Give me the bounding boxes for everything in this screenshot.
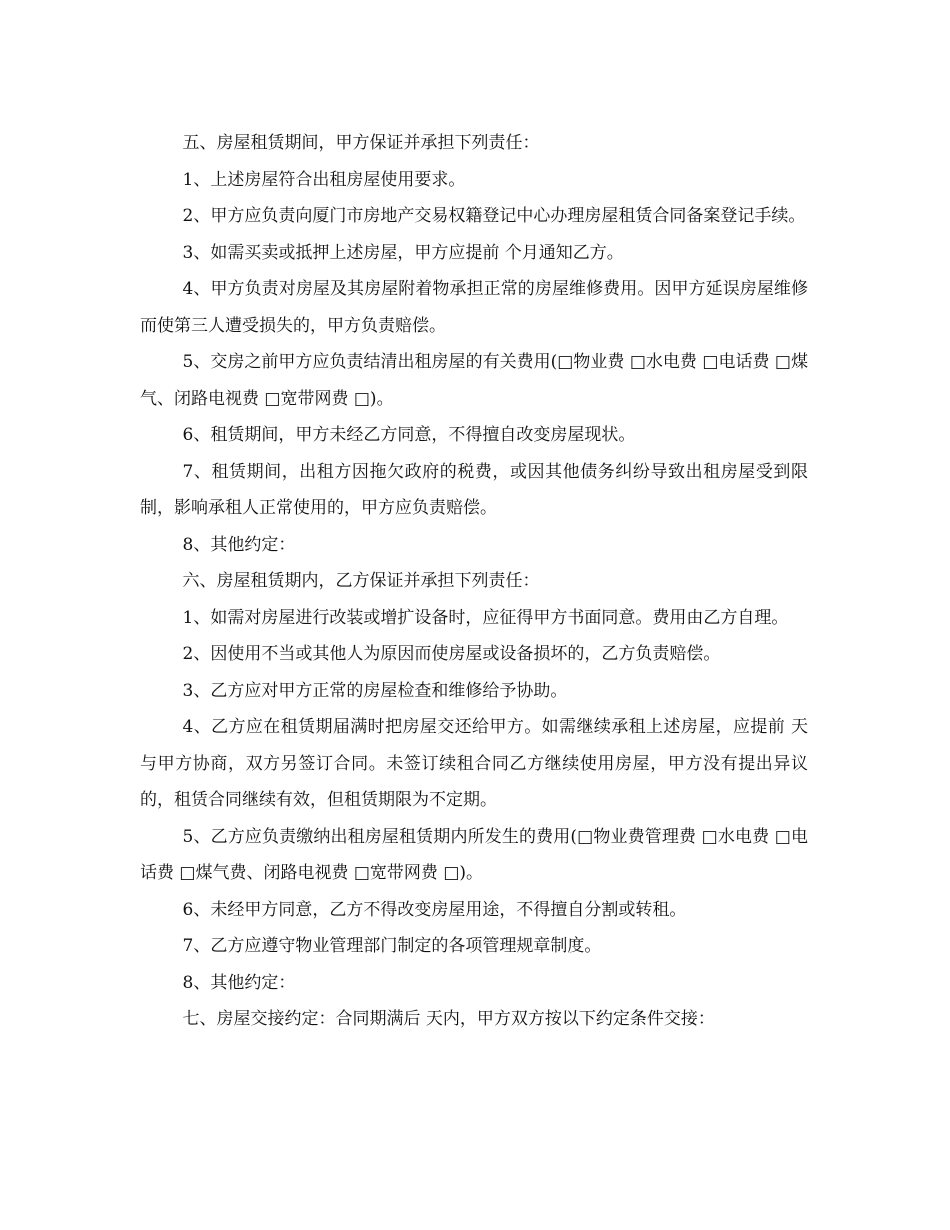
section-5-clause-1: 1、上述房屋符合出租房屋使用要求。 xyxy=(182,169,466,190)
section-7-heading: 七、房屋交接约定：合同期满后 天内，甲方双方按以下约定条件交接： xyxy=(182,1009,715,1029)
section-5-clause-2: 2、甲方应负责向厦门市房地产交易权籍登记中心办理房屋租赁合同备案登记手续。 xyxy=(182,206,806,226)
section-5-clause-8: 8、其他约定： xyxy=(182,534,296,555)
section-6-clause-5: 5、乙方应负责缴纳出租房屋租赁期内所发生的费用(□物业费管理费 □水电费 □电话费 □煤气费、闭路电视费 □宽带网费 □)。 xyxy=(140,826,808,883)
document-body xyxy=(140,125,808,1038)
section-5-heading: 五、房屋租赁期间，甲方保证并承担下列责任： xyxy=(182,133,540,153)
section-6-clause-7: 7、乙方应遵守物业管理部门制定的各项管理规章制度。 xyxy=(182,936,602,956)
section-6-clause-4: 4、乙方应在租赁期届满时把房屋交还给甲方。如需继续承租上述房屋，应提前 天与甲方协商，双方另签订合同。未签订续租合同乙方继续使用房屋，甲方没有提出异议的，租赁合同继续有效，但租赁期限为不定期。 xyxy=(140,717,808,810)
section-6-clause-8: 8、其他约定： xyxy=(182,972,296,993)
section-5-clause-5: 5、交房之前甲方应负责结清出租房屋的有关费用(□物业费 □水电费 □电话费 □煤气、闭路电视费 □宽带网费 □)。 xyxy=(140,352,808,409)
section-6-clause-3: 3、乙方应对甲方正常的房屋检查和维修给予协助。 xyxy=(182,680,568,701)
section-5-clause-4: 4、甲方负责对房屋及其房屋附着物承担正常的房屋维修费用。因甲方延误房屋维修而使第三人遭受损失的，甲方负责赔偿。 xyxy=(140,279,808,336)
section-6-clause-6: 6、未经甲方同意，乙方不得改变房屋用途，不得擅自分割或转租。 xyxy=(182,899,687,920)
section-6-clause-1: 1、如需对房屋进行改装或增扩设备时，应征得甲方书面同意。费用由乙方自理。 xyxy=(182,607,789,628)
section-6-heading: 六、房屋租赁期内，乙方保证并承担下列责任： xyxy=(182,571,540,591)
section-6-clause-2: 2、因使用不当或其他人为原因而使房屋或设备损坏的，乙方负责赔偿。 xyxy=(182,644,721,664)
section-5-clause-6: 6、租赁期间，甲方未经乙方同意，不得擅自改变房屋现状。 xyxy=(182,425,636,445)
section-5-clause-7: 7、租赁期间，出租方因拖欠政府的税费，或因其他债务纠纷导致出租房屋受到限制，影响承租人正常使用的，甲方应负责赔偿。 xyxy=(140,461,808,518)
section-5-clause-3: 3、如需买卖或抵押上述房屋，甲方应提前 个月通知乙方。 xyxy=(182,242,624,263)
